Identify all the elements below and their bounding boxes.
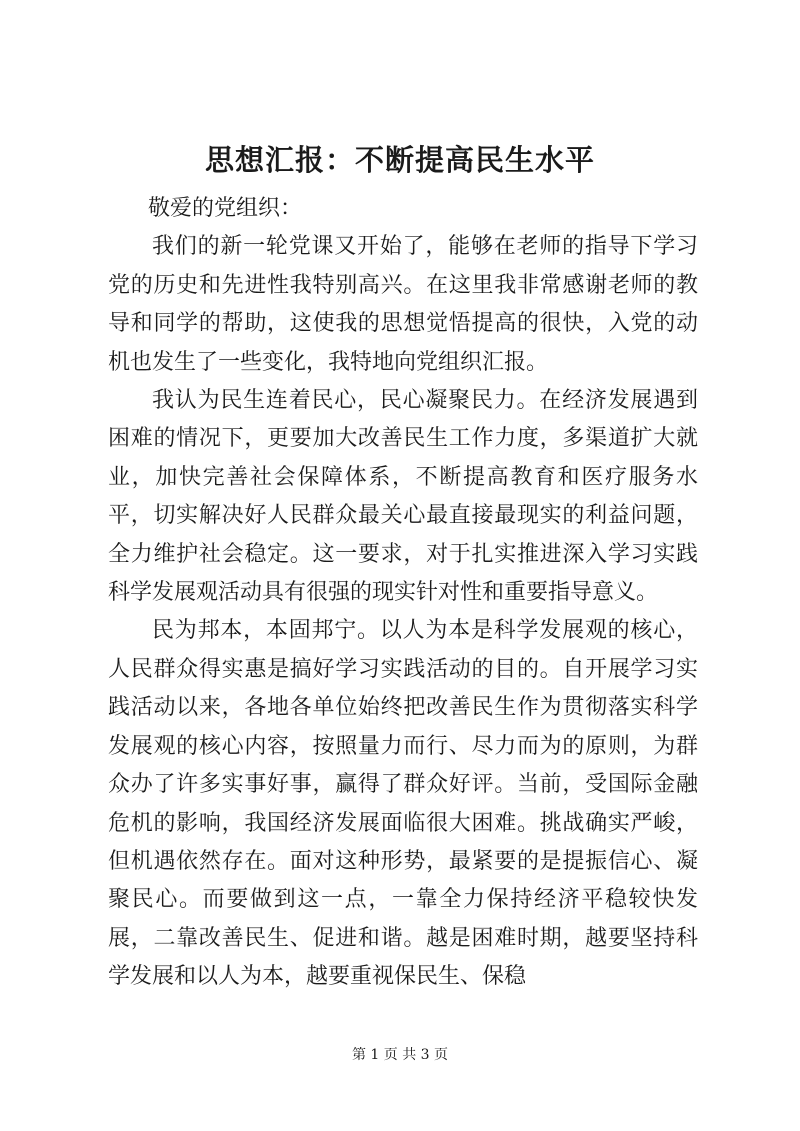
salutation: 敬爱的党组织： (148, 196, 303, 221)
paragraph-3: 民为邦本，本固邦宁。以人为本是科学发展观的核心，人民群众得实惠是搞好学习实践活动的目的。自开展学习实践活动以来，各地各单位始终把改善民生作为贯彻落实科学发展观的核心内容，按照量力而行、尽力而为的原则，为群众办了许多实事好事，赢得了群众好评。当前，受国际金融危机的影响，我国经济发展面临很大困难。挑战确实严峻，但机遇依然存在。面对这种形势，最紧要的是提振信心、凝聚民心。而要做到这一点，一靠全力保持经济平稳较快发展，二靠改善民生、促进和谐。越是困难时期，越要坚持科学发展和以人为本，越要重视保民生、保稳 (108, 618, 698, 990)
document-title: 思想汇报：不断提高民生水平 (204, 143, 595, 177)
paragraph-2: 我认为民生连着民心，民心凝聚民力。在经济发展遇到困难的情况下，更要加大改善民生工作力度，多渠道扩大就业，加快完善社会保障体系，不断提高教育和医疗服务水平，切实解决好人民群众最关心最直接最现实的利益问题，全力维护社会稳定。这一要求，对于扎实推进深入学习实践科学发展观活动具有很强的现实针对性和重要指导意义。 (108, 388, 698, 606)
paragraph-1: 我们的新一轮党课又开始了，能够在老师的指导下学习党的历史和先进性我特别高兴。在这里我非常感谢老师的教导和同学的帮助，这使我的思想觉悟提高的很快，入党的动机也发生了一些变化，我特地向党组织汇报。 (108, 234, 698, 375)
page-footer: 第 1 页 共 3 页 (351, 1047, 449, 1063)
document-body (108, 190, 698, 997)
